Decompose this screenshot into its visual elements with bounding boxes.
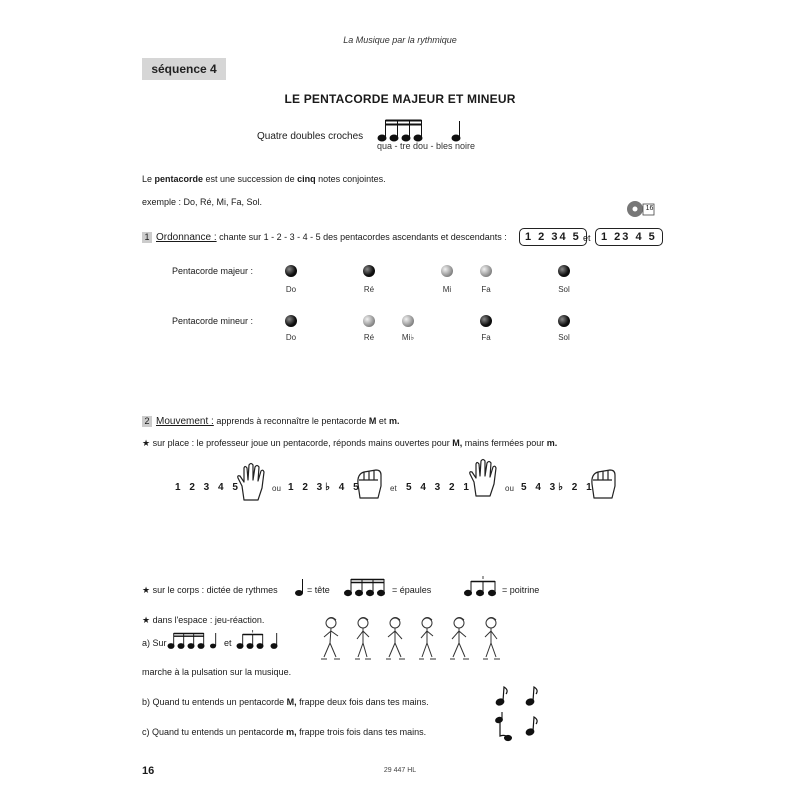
pattern-and: et — [583, 233, 591, 243]
section1-number: 1 — [142, 232, 152, 243]
note-ball — [441, 265, 453, 277]
note-ball — [480, 315, 492, 327]
pattern-box-2: 1 23 4 5 — [595, 228, 663, 246]
example-text: exemple : Do, Ré, Mi, Fa, Sol. — [142, 197, 263, 207]
sixteenth-notes-icon — [167, 632, 211, 650]
major-label: Pentacorde majeur : — [172, 266, 254, 276]
march-instruction: marche à la pulsation sur la musique. — [142, 667, 292, 677]
note-label: Mi♭ — [401, 333, 415, 342]
triplet-notes-icon — [236, 630, 282, 650]
book-title: La Musique par la rythmique — [343, 35, 457, 45]
walking-children-illustration — [315, 615, 525, 665]
tete-label: = tête — [307, 585, 330, 595]
on-place-instruction: ★ sur place : le professeur joue un pentacorde, réponds mains ouvertes pour M, mains fermées pour m. — [142, 438, 558, 448]
rhythm-intro-label: Quatre doubles croches — [257, 131, 364, 142]
closed-fist-icon — [588, 464, 618, 500]
quarter-note-icon — [209, 632, 219, 650]
note-ball — [285, 265, 297, 277]
note-label: Mi — [442, 285, 452, 294]
cd-track-number: 16 — [645, 205, 654, 212]
quarter-note-icon — [294, 578, 306, 598]
note-label: Do — [285, 333, 297, 342]
section1-instruction: 1 Ordonnance : chante sur 1 - 2 - 3 - 4 - 5 des pentacordes ascendants et descendants : — [142, 232, 507, 243]
sequence-label: séquence 4 — [142, 58, 226, 80]
space-a-and: et — [224, 638, 232, 648]
instruction-b: b) Quand tu entends un pentacorde M, frappe deux fois dans tes mains. — [142, 697, 429, 707]
clapping-notes-icon — [492, 712, 552, 742]
page-title: LE PENTACORDE MAJEUR ET MINEUR — [284, 92, 516, 106]
sequence-2: 1 2 3♭ 4 5 — [288, 482, 362, 493]
note-ball — [363, 265, 375, 277]
poitrine-label: = poitrine — [502, 585, 540, 595]
triplet-notes-icon — [463, 576, 503, 598]
closed-fist-icon — [354, 464, 384, 500]
sequence-3: 5 4 3 2 1 — [406, 482, 472, 493]
minor-label: Pentacorde mineur : — [172, 316, 254, 326]
body-intro: ★ sur le corps : dictée de rythmes — [142, 585, 278, 595]
sequence-4: 5 4 3♭ 2 1 — [521, 482, 595, 493]
sequence-1: 1 2 3 4 5 — [175, 482, 241, 493]
note-ball — [402, 315, 414, 327]
space-a-label: a) Sur — [142, 638, 167, 648]
section2-heading: Mouvement : — [156, 416, 214, 427]
open-hand-icon — [236, 462, 266, 502]
or-1: ou — [272, 484, 281, 493]
note-label: Fa — [481, 285, 491, 294]
section2-instruction: 2 Mouvement : apprends à reconnaître le pentacorde M et m. — [142, 416, 399, 427]
note-ball — [558, 315, 570, 327]
clapping-notes-icon — [492, 684, 552, 710]
definition-text: Le pentacorde est une succession de cinq notes conjointes. — [142, 174, 386, 184]
pattern-box-1: 1 2 34 5 — [519, 228, 587, 246]
sixteenth-notes-icon — [344, 578, 394, 598]
and-sequences: et — [390, 484, 397, 493]
note-label: Do — [285, 285, 297, 294]
catalog-code: 29 447 HL — [383, 767, 417, 774]
page-number: 16 — [142, 765, 155, 777]
note-label: Sol — [558, 285, 570, 294]
instruction-c: c) Quand tu entends un pentacorde m, frappe trois fois dans tes mains. — [142, 727, 427, 737]
note-ball — [285, 315, 297, 327]
section2-number: 2 — [142, 416, 152, 427]
note-label: Fa — [481, 333, 491, 342]
note-label: Ré — [363, 285, 375, 294]
space-intro: ★ dans l'espace : jeu-réaction. — [142, 615, 265, 625]
section1-heading: Ordonnance : — [156, 232, 217, 243]
rhythm-syllables: qua - tre dou - bles noire — [377, 141, 476, 151]
open-hand-icon — [468, 458, 498, 498]
note-ball — [480, 265, 492, 277]
note-ball — [558, 265, 570, 277]
note-ball — [363, 315, 375, 327]
note-label: Ré — [363, 333, 375, 342]
note-label: Sol — [558, 333, 570, 342]
or-2: ou — [505, 484, 514, 493]
epaules-label: = épaules — [392, 585, 432, 595]
